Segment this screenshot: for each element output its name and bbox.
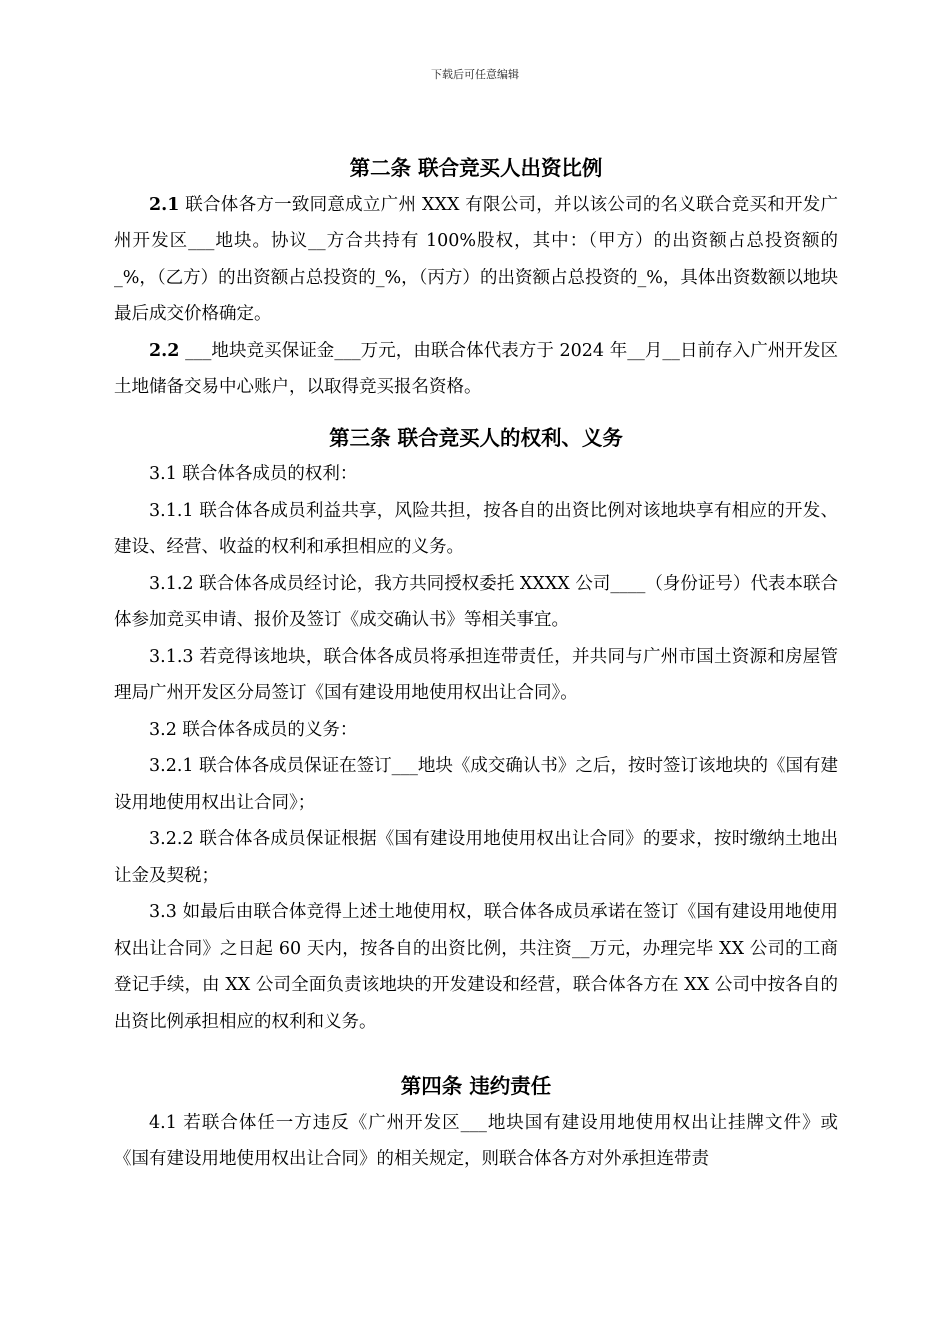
section-title-article-4: 第四条 违约责任 (400, 1074, 552, 1098)
paragraph-3-2-2: 3.2.2 联合体各成员保证根据《国有建设用地使用权出让合同》的要求，按时缴纳土地出让金及契税； (114, 829, 838, 886)
clause-number: 2.2 (149, 340, 180, 361)
clause-text: ___地块竞买保证金___万元，由联合体代表方于 2024 年__月__日前存入广州开发区土地储备交易中心账户，以取得竞买报名资格。 (114, 340, 838, 397)
paragraph-3-1-3: 3.1.3 若竞得该地块，联合体各成员将承担连带责任，并共同与广州市国土资源和房屋管理局广州开发区分局签订《国有建设用地使用权出让合同》。 (114, 646, 838, 703)
paragraph-3-1-1: 3.1.1 联合体各成员利益共享，风险共担，按各自的出资比例对该地块享有相应的开发、建设、经营、收益的权利和承担相应的义务。 (114, 500, 838, 557)
document-body (114, 150, 838, 1178)
page-header-note: 下载后可任意编辑 (431, 68, 519, 81)
paragraph-4-1: 4.1 若联合体任一方违反《广州开发区___地块国有建设用地使用权出让挂牌文件》或《国有建设用地使用权出让合同》的相关规定，则联合体各方对外承担连带责 (114, 1112, 838, 1169)
paragraph-3-3: 3.3 如最后由联合体竞得上述土地使用权，联合体各成员承诺在签订《国有建设用地使用权出让合同》之日起 60 天内，按各自的出资比例，共注资__万元，办理完毕 XX 公司的工商登记手续，由 XX 公司全面负责该地块的开发建设和经营，联合体各方在 XX 公司中按各自的出资比例承担相应的权利和义务。 (114, 902, 838, 1032)
paragraph-3-1-2: 3.1.2 联合体各成员经讨论，我方共同授权委托 XXXX 公司____（身份证号）代表本联合体参加竞买申请、报价及签订《成交确认书》等相关事宜。 (114, 573, 838, 630)
clause-number: 2.1 (149, 194, 180, 215)
paragraph-3-2: 3.2 联合体各成员的义务： (149, 719, 358, 740)
clause-text: 联合体各方一致同意成立广州 XXX 有限公司，并以该公司的名义联合竞买和开发广州开发区___地块。协议__方合共持有 100%股权，其中：（甲方）的出资额占总投资额的_%，（乙方）的出资额占总投资的_%，（丙方）的出资额占总投资的_%，具体出资数额以地块最后成交价格确定。 (114, 194, 838, 324)
paragraph-3-2-1: 3.2.1 联合体各成员保证在签订___地块《成交确认书》之后，按时签订该地块的《国有建设用地使用权出让合同》； (114, 756, 838, 813)
paragraph-2-1 (114, 187, 838, 333)
paragraph-2-2 (114, 333, 838, 406)
section-title-article-2: 第二条 联合竞买人出资比例 (349, 156, 603, 180)
paragraph-3-1: 3.1 联合体各成员的权利： (149, 464, 358, 484)
section-title-article-3: 第三条 联合竞买人的权利、义务 (329, 425, 623, 450)
